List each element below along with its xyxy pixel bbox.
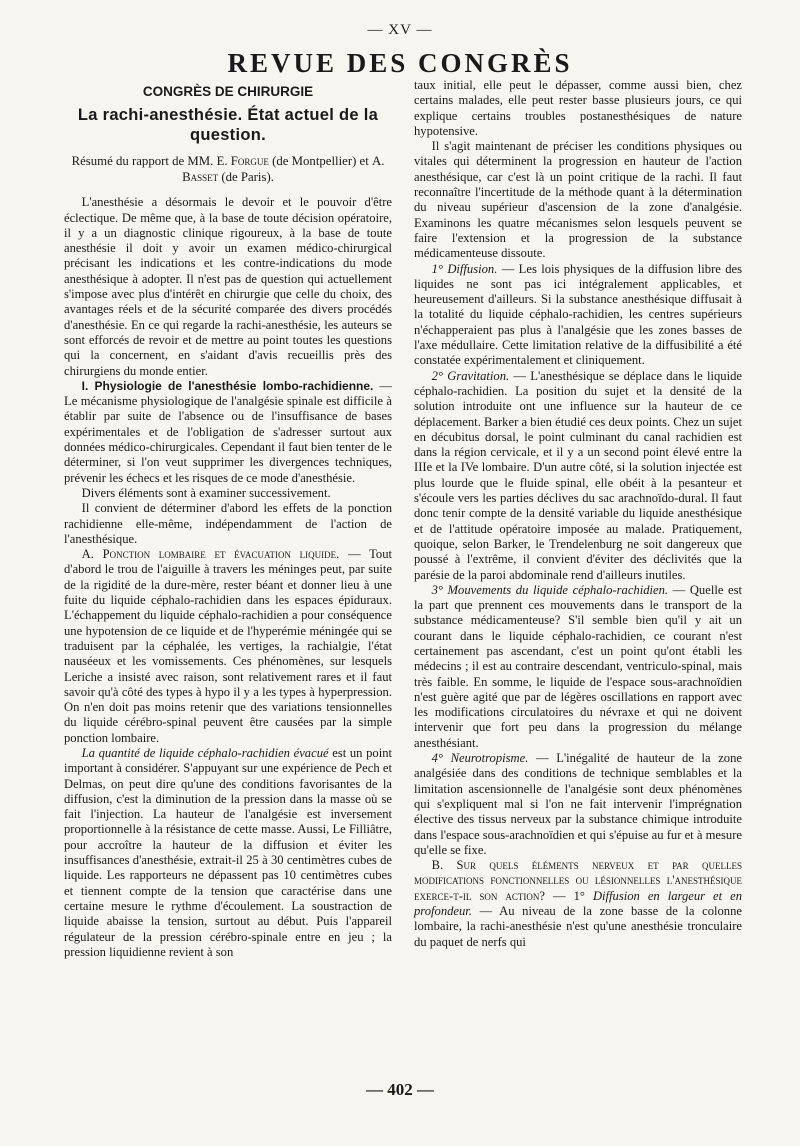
page-roman-numeral: — XV — [367, 22, 433, 38]
article-title: La rachi-anesthésie. État actuel de la question. [77, 106, 379, 145]
subsection-heading: B. Sur quels éléments nerveux et par quelles modifications fonctionnelles ou lésionnelles l'anesthésique exerce-t-il son action? [414, 858, 742, 903]
italic-lead: 1° Diffusion. [431, 261, 498, 276]
section-heading: CONGRÈS DE CHIRURGIE [142, 84, 314, 99]
abstract-prefix: Résumé du rapport de MM. [71, 154, 217, 169]
italic-lead: La quantité de liquide céphalo-rachidien évacué [81, 745, 329, 760]
paragraph-text: — L'inégalité de hauteur de la zone analgésiée dans des conditions de technique semblables et la limitation ascensionnelle de l'analgésie sont deux phénomènes qui s'expliquent mal si l'on ne fait intervenir l'imprégnation élective des tissus nerveux par la substance chimique introduite dans l'espace sous-arachnoïdien et qui s'épuise au fur et à mesure qu'elle se fixe. [414, 751, 742, 857]
journal-title: REVUE DES CONGRÈS [227, 48, 573, 78]
page-number: — 402 — [366, 1080, 434, 1099]
italic-lead: 4° Neurotropisme. [431, 751, 529, 766]
italic-lead: 3° Mouvements du liquide céphalo-rachidien. [431, 582, 669, 597]
paragraph [414, 262, 742, 369]
paragraph: Divers éléments sont à examiner successivement. [81, 485, 331, 500]
subsection-heading: A. Ponction lombaire et évacuation liquide. [81, 547, 340, 562]
author-basset: A. Basset [182, 154, 385, 185]
paragraph-text: — Quelle est la part que prennent ces mouvements dans le transport de la substance médicamenteuse? S'il semble bien qu'il y ait un courant dans le liquide céphalo-rachidien, ce courant n'est certainement pas ascendant, c'est un point qu'ont établi les médecins ; il est au contraire descendant, ventriculo-spinal, mais très faible. En somme, le liquide de l'espace sous-arachnoïdien n'est guère agité que par de légères oscillations en rapport avec les modifications circulatoires du névraxe et qui ne doivent intervenir que fort peu dans la progression du mélange anesthésiant. [414, 582, 742, 750]
paragraph: Il s'agit maintenant de préciser les conditions physiques ou vitales qui déterminent la progression en hauteur de l'action anesthésique, car c'est là un point critique de la rachi. Il faut reconnaître l'incertitude de la méthode quant à la détermination du niveau supérieur d'ascension de la zone d'analgésie. Examinons les quatre mécanismes selon lesquels peuvent se faire l'extension et la progression de la substance médicamenteuse dissoute. [414, 139, 742, 261]
author-basset-location: (de Paris). [218, 170, 274, 185]
paragraph-text: — Les lois physiques de la diffusion libre des liquides ne sont pas ici intégralement applicables, et heureusement d'ailleurs. Si la substance anesthésique diffusait à la totalité du liquide céphalo-rachidien, les centres supérieurs n'échapperaient pas plus à l'analgésie que les zones basses de l'axe médullaire. Cette limitation relative de la diffusibilité a été constatée expérimentalement et cliniquement. [414, 261, 743, 368]
paragraph [64, 379, 392, 486]
italic-lead: Diffusion en largeur et en profondeur. [414, 888, 743, 919]
abstract-line [70, 153, 386, 185]
right-column [414, 78, 742, 950]
paragraph: Il convient de déterminer d'abord les effets de la ponction rachidienne elle-même, indépendamment de l'action de l'anesthésique. [64, 501, 392, 546]
subsection-heading: I. Physiologie de l'anesthésie lombo-rachidienne. [81, 378, 374, 393]
paragraph [64, 547, 392, 746]
paragraph-text: — Tout d'abord le trou de l'aiguille à travers les méninges peut, par suite de la rigidité de la dure-mère, rester béant et donner lieu à une fuite du liquide céphalo-rachidien dans les espaces épiduraux. L'échappement du liquide céphalo-rachidien a pour conséquence une hypotension de ce liquide et de l'hyperémie méningée qui se traduisent par la céphalée, les vertiges, la rachialgie, l'état nauséeux et les vomissements. Ces phénomènes, sur lesquels Leriche a insisté avec raison, sont relativement rares et il faut savoir qu'à côté des types à hypo il y a les types à hyperpression. On n'en doit pas moins retenir que des variations tensionnelles du liquide cérébro-spinal peuvent être causées par la simple ponction lombaire. [64, 547, 392, 745]
left-column [64, 82, 392, 960]
author-forgue-location: (de Montpellier) et [268, 154, 372, 169]
author-forgue: E. Forgue [216, 154, 269, 169]
paragraph: taux initial, elle peut le dépasser, comme aussi bien, chez certains malades, elle peut rester basse plusieurs jours, ce qui explique certains troubles postanesthésiques de nature hypotensive. [414, 78, 742, 138]
paragraph [414, 858, 742, 950]
paragraph [414, 583, 742, 751]
paragraph [64, 746, 392, 960]
paragraph [414, 369, 742, 583]
paragraph-text: est un point important à considérer. S'appuyant sur une expérience de Pech et Delmas, on peut dire qu'une des conditions favorisantes de la diffusion, c'est la diminution de la pression dans la masse où se fait l'injection. La hauteur de l'analgésie est inversement proportionnelle à la résistance de cette masse. Aussi, Le Filliâtre, pour accroître la hauteur de la diffusion et éviter les insuffisances d'anesthésie, extrait-il 25 à 30 centimètres cubes de liquide. Les rapporteurs ne dépassent pas 10 centimètres cubes et tiennent compte de la tension que caractérise dans une certaine mesure le rythme d'écoulement. La soustraction de liquide abaisse la tension, surtout au début. Puis l'appareil régulateur de la pression cérébro-spinale entre en jeu ; la pression liquidienne revient à son [64, 745, 392, 959]
paragraph [414, 751, 742, 858]
paragraph: L'anesthésie a désormais le devoir et le pouvoir d'être éclectique. De même que, à la base de toute décision opératoire, il y a un diagnostic clinique rigoureux, à la base de toute anesthésie il doit y avoir un examen médico-chirurgical précisant les indications et les contre-indications du mode anesthésique à adopter. Il n'est pas de question qui actuellement s'impose avec plus d'intérêt en chirurgie que celle du choix, des avantages réels et de la sécurité comparée des divers procédés d'anesthésie. En ce qui regarde la rachi-anesthésie, les auteurs se sont efforcés de revoir et de mettre au point toutes les questions qui la concernent, en s'aidant d'avis recueillis près des chirurgiens du monde entier. [64, 195, 392, 378]
paragraph-text: — L'anesthésique se déplace dans le liquide céphalo-rachidien. La position du sujet et la densité de la solution introduite ont une influence sur la hauteur de ce déplacement. Barker a bien étudié ces deux points. Chez un sujet en décubitus dorsal, le point culminant du canal rachidien est dans la région cervicale, et il y a un second point élevé entre la IIIe et la IVe lombaire. D'un autre côté, si la solution injectée est plus lourde que le fluide spinal, elle obéit à la pesanteur et s'écoule vers les parties déclives du sac arachnoïdo-dural. Il faut donc tenir compte de la densité variable du liquide anesthésique et de l'attitude opératoire imposée au malade. Pratiquement, quoique, selon Barker, le Trendelenburg ne soit dangereux que poussé à l'extrême, il convient d'éviter des déclivités que la parésie de la paroi abdominale rend d'ailleurs inutiles. [414, 368, 742, 582]
italic-lead: 2° Gravitation. [431, 368, 510, 383]
paragraph-text: — 1° [544, 888, 593, 903]
paragraph-text: — Le mécanisme physiologique de l'analgésie spinale est difficile à établir par suite de l'absence ou de l'insuffisance de bases expérimentales et de l'obligation de s'adresser surtout aux données médico-chirurgicales. Cependant il faut bien tenter de le déterminer, si l'on veut supprimer les divergences techniques, prévenir les échecs et les risques de ce mode d'anesthésie. [64, 378, 392, 485]
paragraph-text: — Au niveau de la zone basse de la colonne lombaire, la rachi-anesthésie n'est qu'une anesthésie tronculaire du paquet de nerfs qui [414, 904, 742, 949]
